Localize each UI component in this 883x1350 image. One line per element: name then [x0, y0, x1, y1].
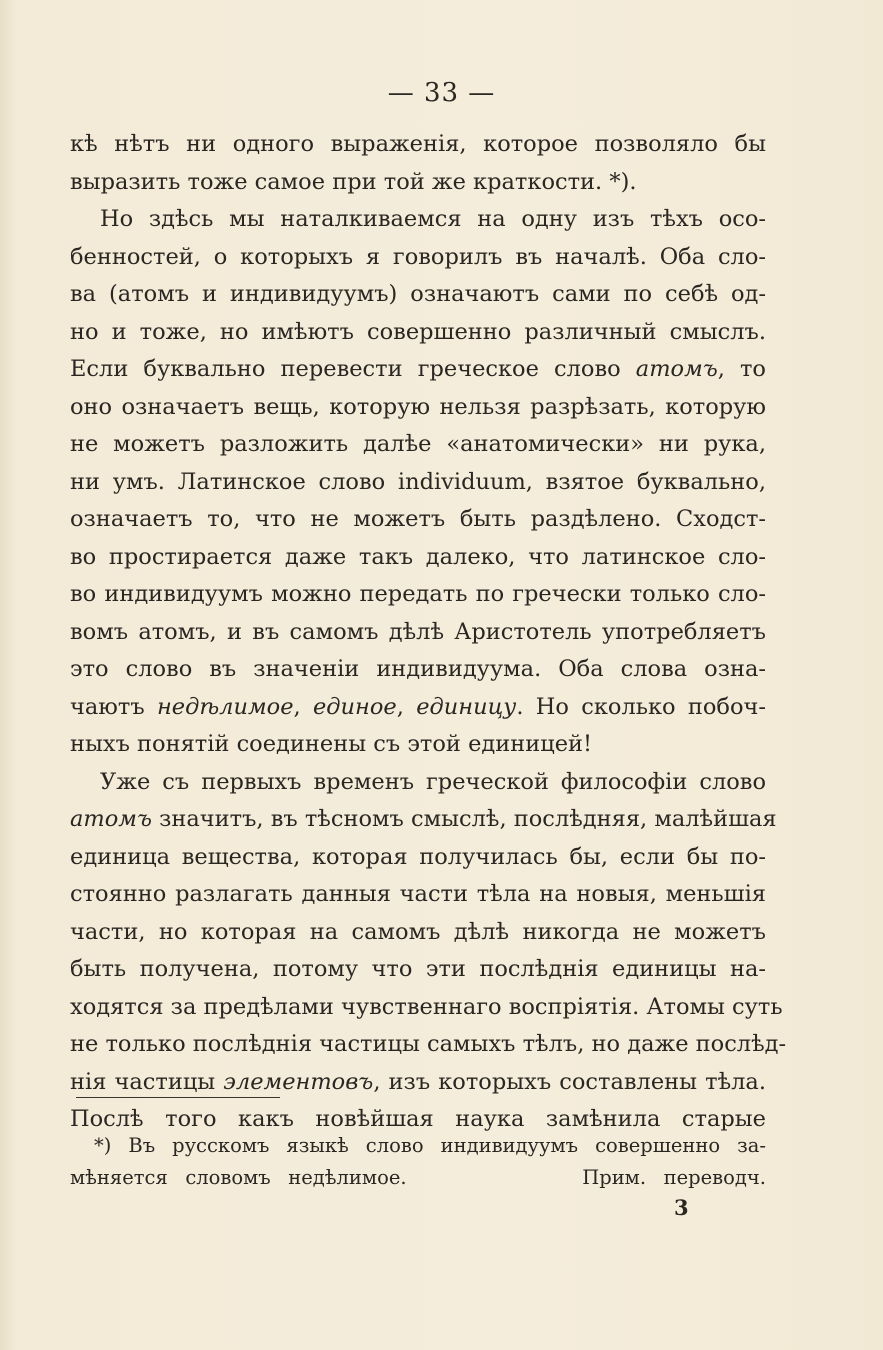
text-fragment: ,: [396, 693, 417, 720]
text-line: не только послѣднія частицы самыхъ тѣлъ, но даже послѣд-: [70, 1031, 787, 1057]
text-line: Послѣ того какъ новѣйшая наука замѣнила старые: [70, 1106, 766, 1132]
text-line: ныхъ понятій соединены съ этой единицей!: [70, 731, 593, 757]
text-line: означаетъ то, что не можетъ быть раздѣлено. Сходст-: [70, 506, 766, 532]
text-line: выразить тоже самое при той же краткости. *).: [70, 168, 637, 195]
text-fragment: чаютъ: [70, 693, 157, 720]
text-line: бенностей, о которыхъ я говорилъ въ началѣ. Оба сло-: [70, 243, 766, 270]
text-line: но и тоже, но имѣютъ совершенно различный смыслъ.: [70, 318, 766, 345]
text-line: [70, 801, 777, 839]
text-line: это слово въ значеніи индивидуума. Оба слова озна-: [70, 656, 766, 682]
text-line: вомъ атомъ, и въ самомъ дѣлѣ Аристотель употребляетъ: [70, 618, 766, 645]
text-fragment: Если буквально перевести греческое слово: [70, 356, 636, 382]
italic-term: элементовъ: [223, 1068, 374, 1095]
italic-term: атомъ: [70, 806, 152, 832]
footnote: [70, 1130, 766, 1194]
text-line: Но здѣсь мы наталкиваемся на одну изъ тѣхъ осо-: [100, 206, 766, 232]
text-line: Уже съ первыхъ временъ греческой философіи слово: [100, 768, 766, 795]
text-fragment: , то: [717, 356, 766, 382]
main-text: [70, 126, 787, 1139]
text-line: единица вещества, которая получилась бы, если бы по-: [70, 843, 766, 870]
footnote-line: *) Въ русскомъ языкѣ слово индивидуумъ совершенно за-: [94, 1134, 766, 1157]
text-line: ва (атомъ и индивидуумъ) означаютъ сами по себѣ од-: [70, 281, 766, 307]
text-fragment: значитъ, въ тѣсномъ смыслѣ, послѣдняя, малѣйшая: [151, 806, 777, 832]
text-line: [70, 689, 766, 727]
footnote-divider: [76, 1097, 280, 1098]
text-line: быть получена, потому что эти послѣднія единицы на-: [70, 956, 766, 982]
text-line: не можетъ разложить далѣе «анатомически» ни рука,: [70, 431, 766, 457]
text-line: стоянно разлагать данныя части тѣла на новыя, меньшія: [70, 881, 766, 907]
italic-term: единицу: [416, 693, 517, 720]
text-line: [70, 1064, 766, 1102]
page-number: — 33 —: [387, 78, 496, 108]
italic-term: атомъ: [635, 356, 718, 382]
text-line: [70, 351, 766, 389]
text-line: во индивидуумъ можно передать по гречески только сло-: [70, 581, 766, 607]
italic-term: единое: [312, 693, 397, 720]
italic-term: недѣлимое: [156, 693, 294, 720]
footnote-line: мѣняется словомъ недѣлимое. Прим. переводч.: [70, 1166, 766, 1189]
text-fragment: нія частицы: [70, 1068, 224, 1095]
text-line: во простирается даже такъ далеко, что латинское сло-: [70, 543, 766, 570]
text-line: части, но которая на самомъ дѣлѣ никогда не можетъ: [70, 918, 766, 945]
text-fragment: . Но сколько побоч-: [516, 693, 766, 720]
text-fragment: ,: [293, 693, 313, 720]
text-line: оно означаетъ вещь, которую нельзя разрѣзать, которую: [70, 393, 766, 420]
text-line: ходятся за предѣлами чувственнаго воспріятія. Атомы суть: [70, 993, 783, 1020]
text-line: ни умъ. Латинское слово individuum, взятое буквально,: [70, 468, 766, 495]
signature-mark: 3: [674, 1195, 689, 1220]
text-line: кѣ нѣтъ ни одного выраженія, которое позволяло бы: [70, 131, 766, 157]
text-fragment: , изъ которыхъ составлены тѣла.: [373, 1068, 766, 1095]
